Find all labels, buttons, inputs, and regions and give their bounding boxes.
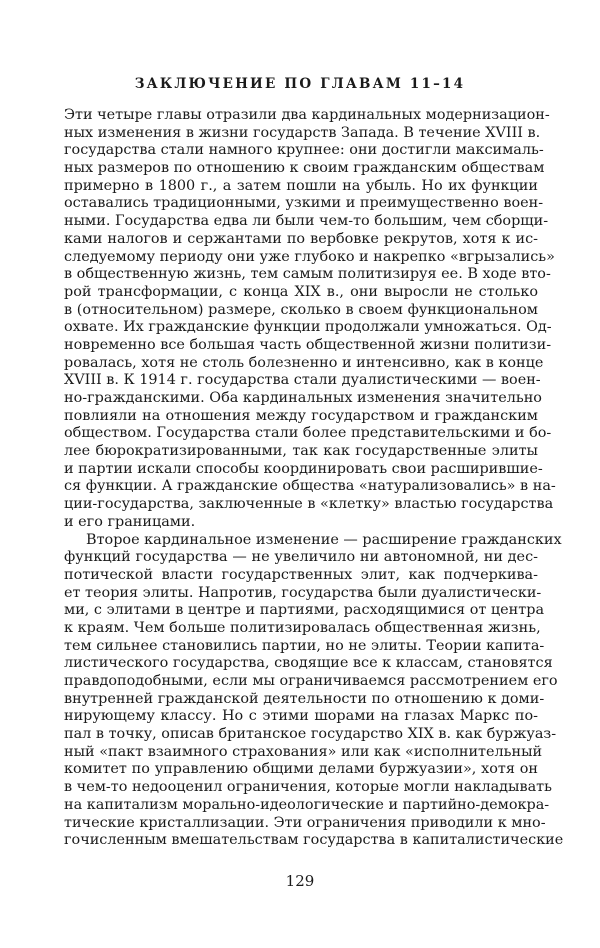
text-line: лее бюрократизированными, так как государственные элиты xyxy=(64,443,538,460)
text-line: оставались традиционными, узкими и преимущественно воен- xyxy=(64,195,544,212)
text-line: комитет по управлению общими делами буржуазии», хотя он xyxy=(64,761,538,778)
text-line: внутренней гражданской деятельности по отношению к доми- xyxy=(64,690,545,707)
text-line: ми, с элитами в центре и партиями, расходящимися от центра xyxy=(64,602,545,619)
text-line: охвате. Их гражданские функции продолжали умножаться. Од- xyxy=(64,319,552,336)
text-line: пал в точку, описав британское государство XIX в. как буржуаз- xyxy=(64,726,557,743)
text-line: и его границами. xyxy=(64,513,196,530)
text-line: ных размеров по отношению к своим гражданским обществам xyxy=(64,160,545,177)
text-line: на капитализм морально-идеологические и партийно-демокра- xyxy=(64,796,550,813)
text-line: в (относительном) размере, сколько в своем функциональном xyxy=(64,301,538,318)
paragraph xyxy=(64,107,556,532)
text-line: ции-государства, заключенные в «клетку» властью государства xyxy=(64,496,554,513)
text-line: к краям. Чем больше политизировалась общественная жизнь, xyxy=(64,619,541,636)
text-line: но-гражданскими. Оба кардинальных изменения значительно xyxy=(64,390,542,406)
text-line: правдоподобными, если мы ограничиваемся рассмотрением его xyxy=(64,673,558,689)
body-text xyxy=(64,107,564,850)
text-line: новременно все большая часть общественной жизни политизи- xyxy=(64,336,552,353)
text-line: примерно в 1800 г., а затем пошли на убыль. Но их функции xyxy=(64,177,538,194)
text-line: тем сильнее становились партии, но не элиты. Теории капита- xyxy=(64,637,545,654)
page-number: 129 xyxy=(285,872,315,890)
text-line: гочисленным вмешательствам государства в капиталистические xyxy=(64,832,564,849)
text-line: рой трансформации, с конца XIX в., они выросли не столько xyxy=(64,283,538,300)
text-line: функций государства — не увеличило ни автономной, ни дес- xyxy=(64,549,538,566)
text-line: Второе кардинальное изменение — расширение гражданских xyxy=(86,531,562,548)
text-line: следуемому периоду они уже глубоко и накрепко «вгрызались» xyxy=(64,248,555,265)
text-line: ет теория элиты. Напротив, государства были дуалистически- xyxy=(64,584,542,601)
text-line: XVIII в. К 1914 г. государства стали дуалистическими — воен- xyxy=(64,372,541,389)
text-line: потической власти государственных элит, как подчеркива- xyxy=(64,566,538,583)
text-line: ровалась, хотя не столь болезненно и интенсивно, как в конце xyxy=(64,354,544,371)
text-line: ный «пакт взаимного страхования» или как «исполнительный xyxy=(64,743,543,760)
chapter-heading: ЗАКЛЮЧЕНИЕ ПО ГЛАВАМ 11–14 xyxy=(134,76,466,92)
paragraph xyxy=(64,531,564,850)
text-line: листического государства, сводящие все к классам, становятся xyxy=(64,655,553,672)
text-line: и партии искали способы координировать свои расширившие- xyxy=(64,460,543,477)
text-line: в общественную жизнь, тем самым политизируя ее. В ходе вто- xyxy=(64,266,551,283)
text-line: ных изменения в жизни государств Запада. В течение XVIII в. xyxy=(64,124,541,141)
text-line: ками налогов и сержантами по вербовке рекрутов, хотя к ис- xyxy=(64,230,538,247)
text-line: Эти четыре главы отразили два кардинальных модернизацион- xyxy=(64,107,550,123)
text-line: ся функции. А гражданские общества «натурализовались» в на- xyxy=(64,478,556,495)
text-line: повлияли на отношения между государством и гражданским xyxy=(64,407,538,424)
text-line: в чем-то недооценил ограничения, которые могли накладывать xyxy=(64,779,552,796)
text-line: обществом. Государства стали более представительскими и бо- xyxy=(64,425,552,442)
text-line: ными. Государства едва ли были чем-то большим, чем сборщи- xyxy=(64,213,549,230)
text-line: нирующему классу. Но с этими шорами на глазах Маркс по- xyxy=(64,708,538,725)
text-line: тические кристаллизации. Эти ограничения приводили к мно- xyxy=(64,814,546,831)
text-line: государства стали намного крупнее: они достигли максималь- xyxy=(64,142,544,159)
